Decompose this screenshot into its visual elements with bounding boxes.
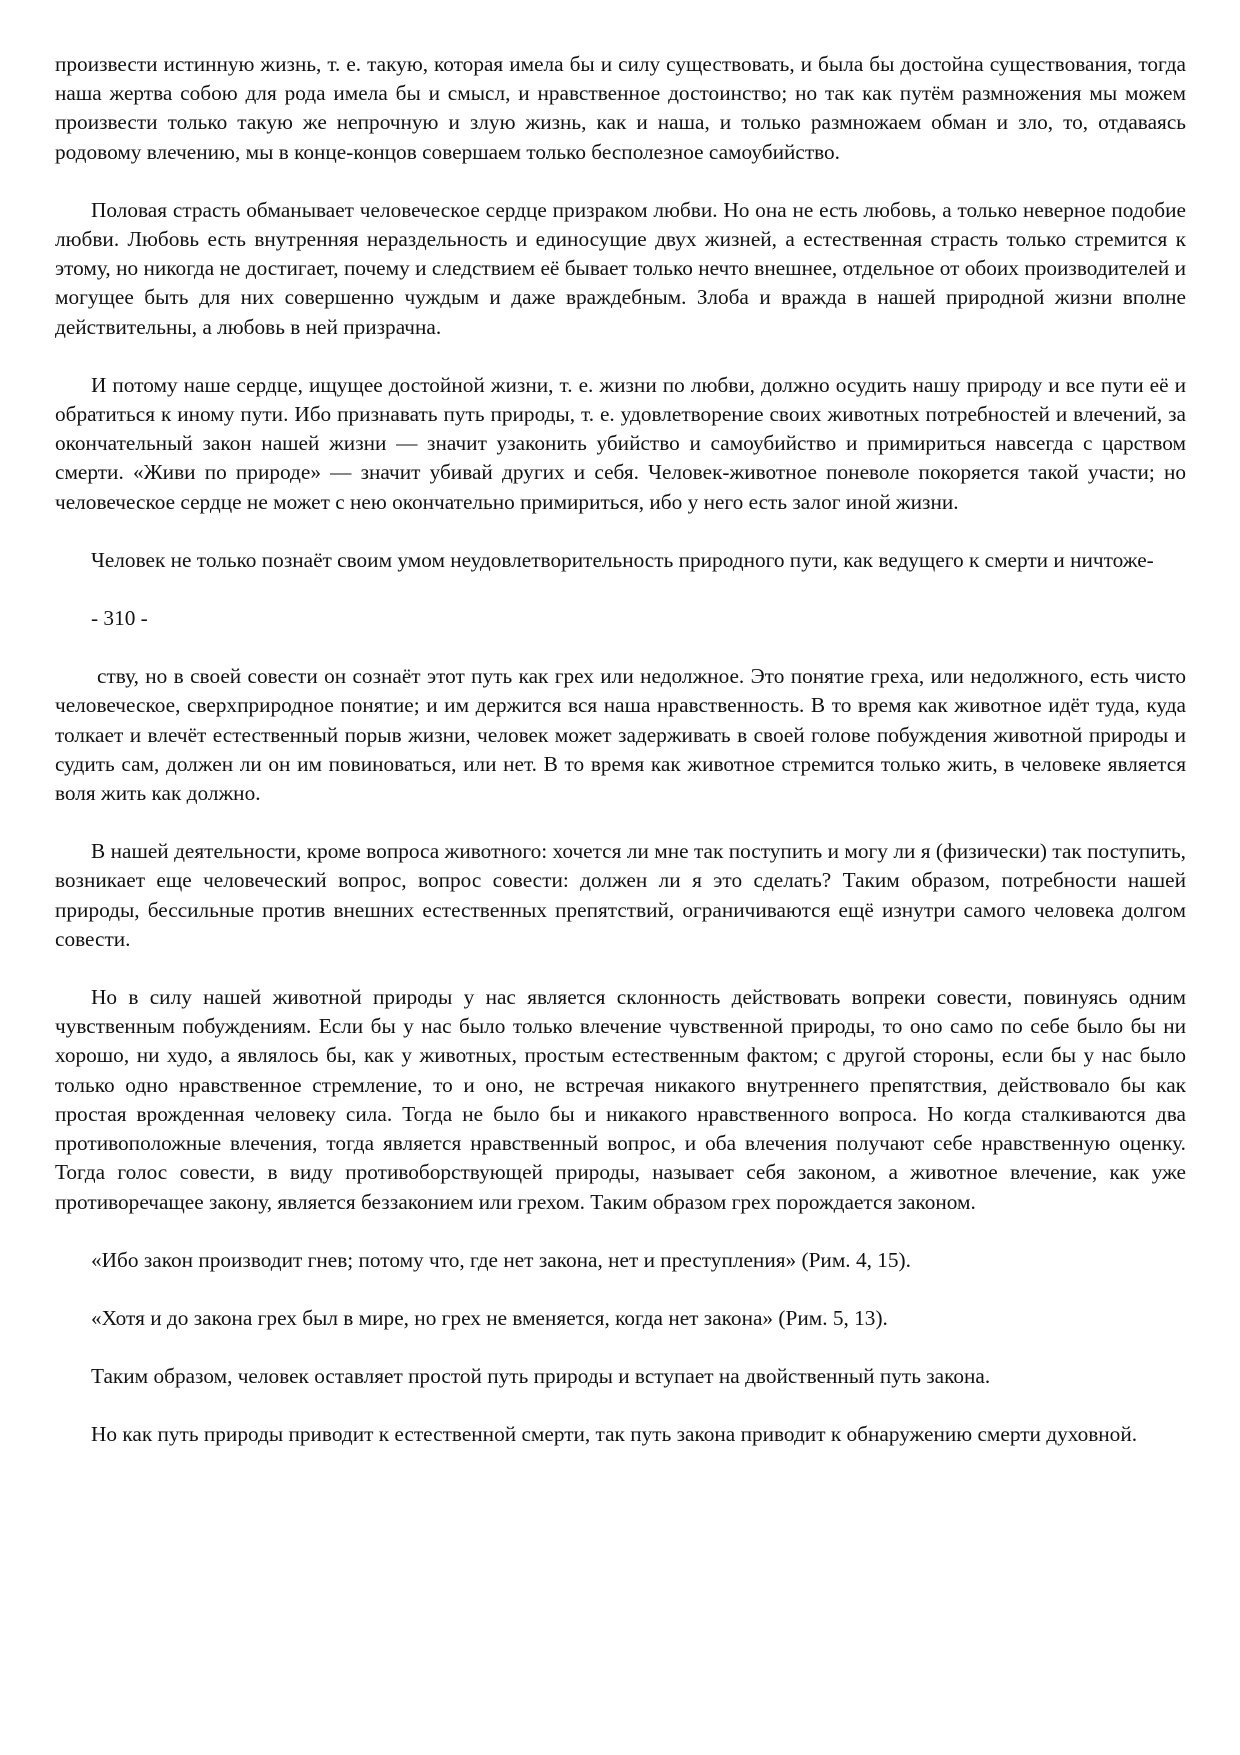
paragraph: Человек не только познаёт своим умом неудовлетворительность природного пути, как ведущего к смерти и ничтоже- [91,547,1154,572]
paragraph-continuation: произвести истинную жизнь, т. е. такую, которая имела бы и силу существовать, и была бы достойна существования, тогда наша жертва собою для рода имела бы и смысл, и нравственное достоинство; но так как путём размножения мы можем произвести только такую же непрочную и злую жизнь, как и наша, и только размножаем обман и зло, то, отдаваясь родовому влечению, мы в конце-концов совершаем только бесполезное самоубийство. [55,52,1186,164]
document-page [55,50,1186,1450]
paragraph: И потому наше сердце, ищущее достойной жизни, т. е. жизни по любви, должно осудить нашу природу и все пути её и обратиться к иному пути. Ибо признавать путь природы, т. е. удовлетворение своих животных потребностей и влечений, за окончательный закон нашей жизни — значит узаконить убийство и самоубийство и примириться навсегда с царством смерти. «Живи по природе» — значит убивай других и себя. Человек-животное поневоле покоряется такой участи; но человеческое сердце не может с нею окончательно примириться, ибо у него есть залог иной жизни. [55,372,1186,514]
paragraph: В нашей деятельности, кроме вопроса животного: хочется ли мне так поступить и могу ли я (физически) так поступить, возникает еще человеческий вопрос, вопрос совести: должен ли я это сделать? Таким образом, потребности нашей природы, бессильные против внешних естественных препятствий, ограничиваются ещё изнутри самого человека долгом совести. [55,839,1186,951]
page-number: - 310 - [91,606,148,631]
paragraph: Таким образом, человек оставляет простой путь природы и вступает на двойственный путь закона. [91,1364,991,1389]
paragraph: Но как путь природы приводит к естественной смерти, так путь закона приводит к обнаружению смерти духовной. [91,1422,1138,1447]
paragraph: Половая страсть обманывает человеческое сердце призраком любви. Но она не есть любовь, а только неверное подобие любви. Любовь есть внутренняя нераздельность и единосущие двух жизней, а естественная страсть только стремится к этому, но никогда не достигает, почему и следствием её бывает только нечто внешнее, отдельное от обоих производителей и могущее быть для них совершенно чуждым и даже враждебным. Злоба и вражда в нашей природной жизни вполне действительны, а любовь в ней призрачна. [55,197,1186,339]
paragraph-continuation: ству, но в своей совести он сознаёт этот путь как грех или недолжное. Это понятие греха, или недолжного, есть чисто человеческое, сверхприродное понятие; и им держится вся наша нравственность. В то время как животное идёт туда, куда толкает и влечёт естественный порыв жизни, человек может задерживать в своей голове побуждения животной природы и судить сам, должен ли он им повиноваться, или нет. В то время как животное стремится только жить, в человеке является воля жить как должно. [55,664,1186,806]
quotation-romans-4-15: «Ибо закон производит гнев; потому что, где нет закона, нет и преступления» (Рим. 4, 15). [91,1247,911,1272]
paragraph: Но в силу нашей животной природы у нас является склонность действовать вопреки совести, повинуясь одним чувственным побуждениям. Если бы у нас было только влечение чувственной природы, то оно само по себе было бы ни хорошо, ни худо, а являлось бы, как у животных, простым естественным фактом; с другой стороны, если бы у нас было только одно нравственное стремление, то и оно, не встречая никакого внутреннего препятствия, действовало бы как простая врожденная человеку сила. Тогда не было бы и никакого нравственного вопроса. Но когда сталкиваются два противоположные влечения, тогда является нравственный вопрос, и оба влечения получают себе нравственную оценку. Тогда голос совести, в виду противоборствующей природы, называет себя законом, а животное влечение, как уже противоречащее закону, является беззаконием или грехом. Таким образом грех порождается законом. [55,985,1186,1214]
quotation-romans-5-13: «Хотя и до закона грех был в мире, но грех не вменяется, когда нет закона» (Рим. 5, 13). [91,1305,888,1330]
